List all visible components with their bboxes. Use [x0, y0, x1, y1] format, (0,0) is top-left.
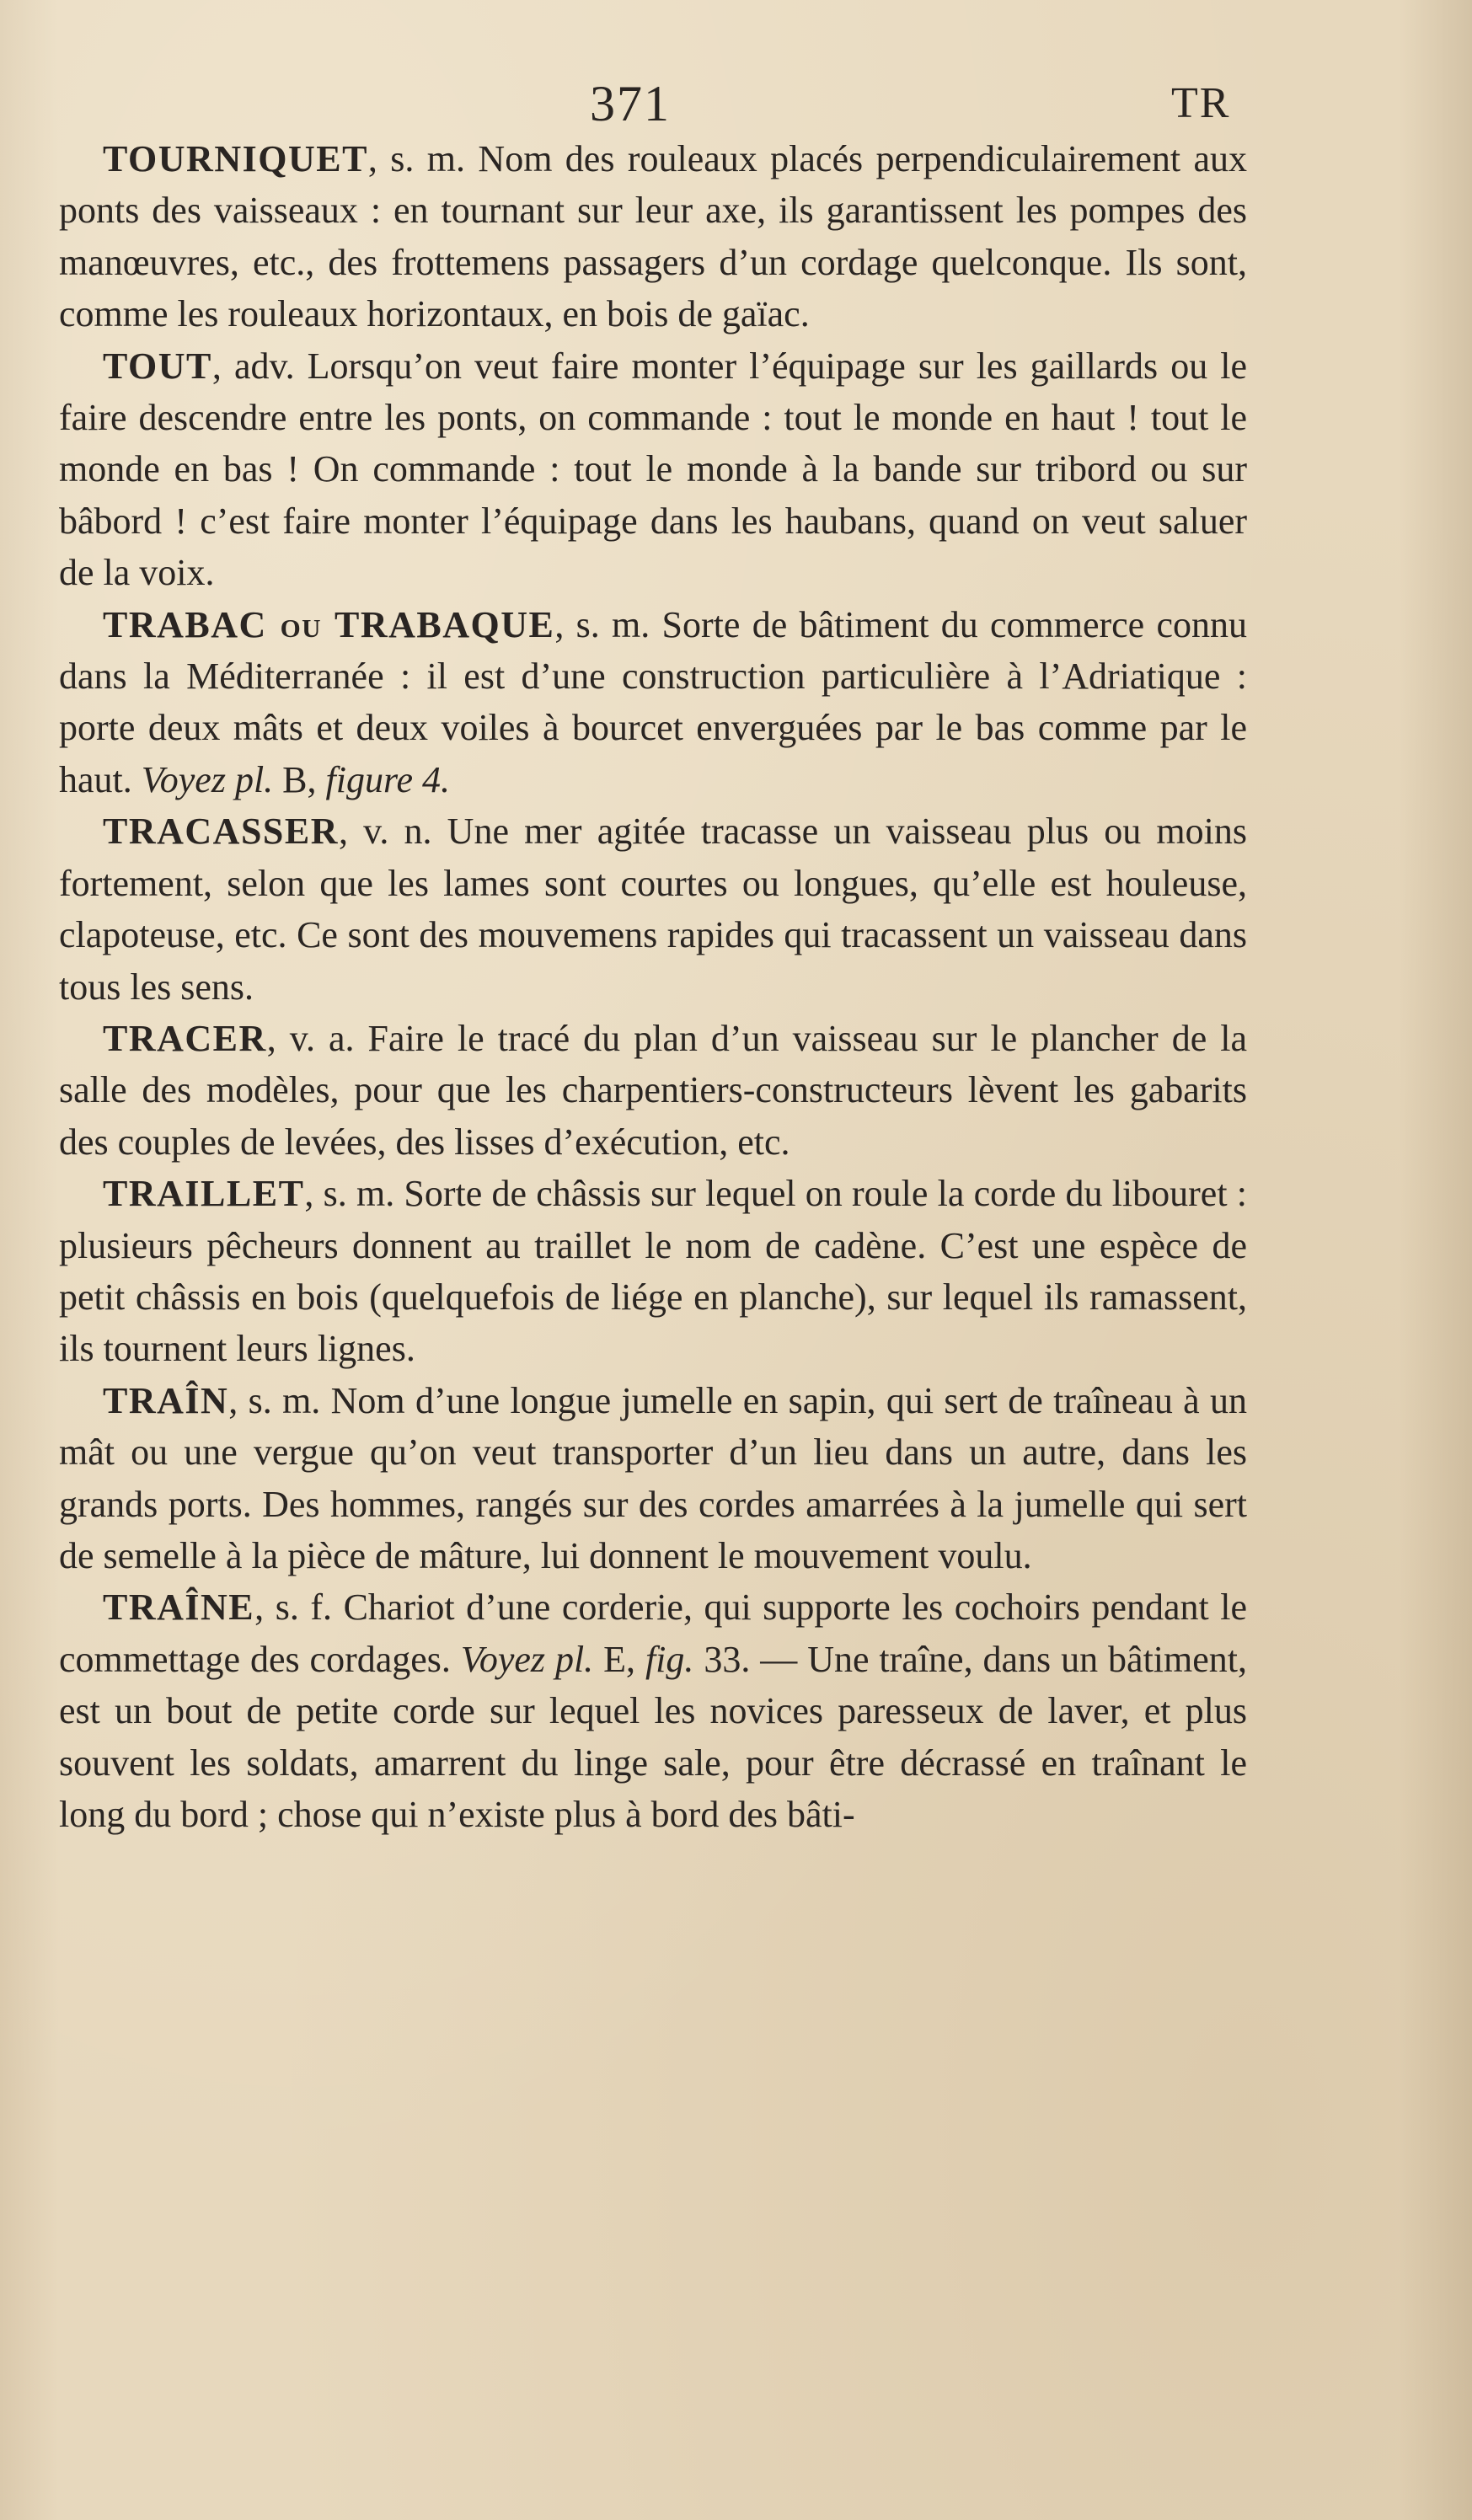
entry-tracer [59, 1013, 1247, 1168]
headword: TRAILLET [103, 1173, 305, 1215]
headword: TRABAC ou TRABAQUE [103, 603, 555, 645]
definition-continued: 33. — Une traîne, dans un bâtiment, est un bout de petite corde sur lequel les novices paresseux de laver, et plus souvent les soldats, amarrent du linge sale, pour être décrassé en traînant le long du bord ; chose qui n’existe plus à bord des bâti- [59, 1638, 1248, 1835]
definition: , v. a. Faire le tracé du plan d’un vaisseau sur le plancher de la salle des modèles, pour que les charpentiers-constructeurs lèvent les gabarits des couples de levées, des lisses d’exécution, etc. [59, 1017, 1247, 1163]
headword: TRAÎNE [103, 1586, 255, 1629]
entry-tourniquet [59, 133, 1247, 340]
definition: , s. m. Sorte de châssis sur lequel on roule la corde du libouret : plusieurs pêcheurs donnent au traillet le nom de cadène. C’est une espèce de petit châssis en bois (quelquefois de liége en planche), sur lequel ils ramassent, ils tournent leurs lignes. [59, 1173, 1247, 1370]
plate-letter: B, [273, 758, 326, 800]
section-letters: TR [1171, 79, 1231, 127]
plate-reference: Voyez pl. [460, 1638, 594, 1680]
entry-traillet [59, 1168, 1247, 1375]
entry-traine [59, 1581, 1247, 1840]
page-number: 371 [590, 76, 671, 131]
dictionary-text [59, 133, 1247, 1840]
definition: , adv. Lorsqu’on veut faire monter l’équipage sur les gaillards ou le faire descendre entre les ponts, on commande : tout le monde en haut ! tout le monde en bas ! On commande : tout le monde à la bande sur tribord ou sur bâbord ! c’est faire monter l’équipage dans les haubans, quand on veut saluer de la voix. [59, 345, 1247, 594]
figure-reference: figure 4. [325, 758, 450, 800]
headword: TRACER [103, 1017, 267, 1059]
entry-tout [59, 340, 1247, 599]
definition: , s. m. Nom des rouleaux placés perpendiculairement aux ponts des vaisseaux : en tournant sur leur axe, ils garantissent les pompes des manœuvres, etc., des frottemens passagers d’un cordage quelconque. Ils sont, comme les rouleaux horizontaux, en bois de gaïac. [59, 138, 1247, 335]
definition: , v. n. Une mer agitée tracasse un vaisseau plus ou moins fortement, selon que les lames sont courtes ou longues, qu’elle est houleuse, clapoteuse, etc. Ce sont des mouvemens rapides qui tracassent un vaisseau dans tous les sens. [59, 811, 1247, 1008]
entry-tracasser [59, 805, 1247, 1013]
plate-letter: E, [593, 1638, 645, 1680]
headword: TRACASSER [103, 811, 340, 853]
headword: TOUT [103, 345, 212, 387]
definition: , s. m. Nom d’une longue jumelle en sapin, qui sert de traîneau à un mât ou une vergue qu’on veut transporter d’un lieu dans un autre, dans les grands ports. Des hommes, rangés sur des cordes amarrées à la jumelle qui sert de semelle à la pièce de mâture, lui donnent le mouvement voulu. [59, 1379, 1247, 1576]
definition: , s. m. Sorte de bâtiment du commerce connu dans la Méditerranée : il est d’une construction particulière à l’Adriatique : porte deux mâts et deux voiles à bourcet enverguées par le bas comme par le haut. [59, 603, 1247, 800]
running-head [0, 74, 1472, 133]
headword: TRAÎN [103, 1379, 229, 1421]
entry-train [59, 1375, 1247, 1582]
headword: TOURNIQUET [103, 138, 368, 179]
entry-trabac [59, 599, 1247, 806]
plate-reference: Voyez pl. [141, 758, 274, 800]
figure-reference: fig. [645, 1638, 694, 1680]
definition: , s. f. Chariot d’une corderie, qui supporte les cochoirs pendant le commettage des cordages. [59, 1586, 1247, 1680]
